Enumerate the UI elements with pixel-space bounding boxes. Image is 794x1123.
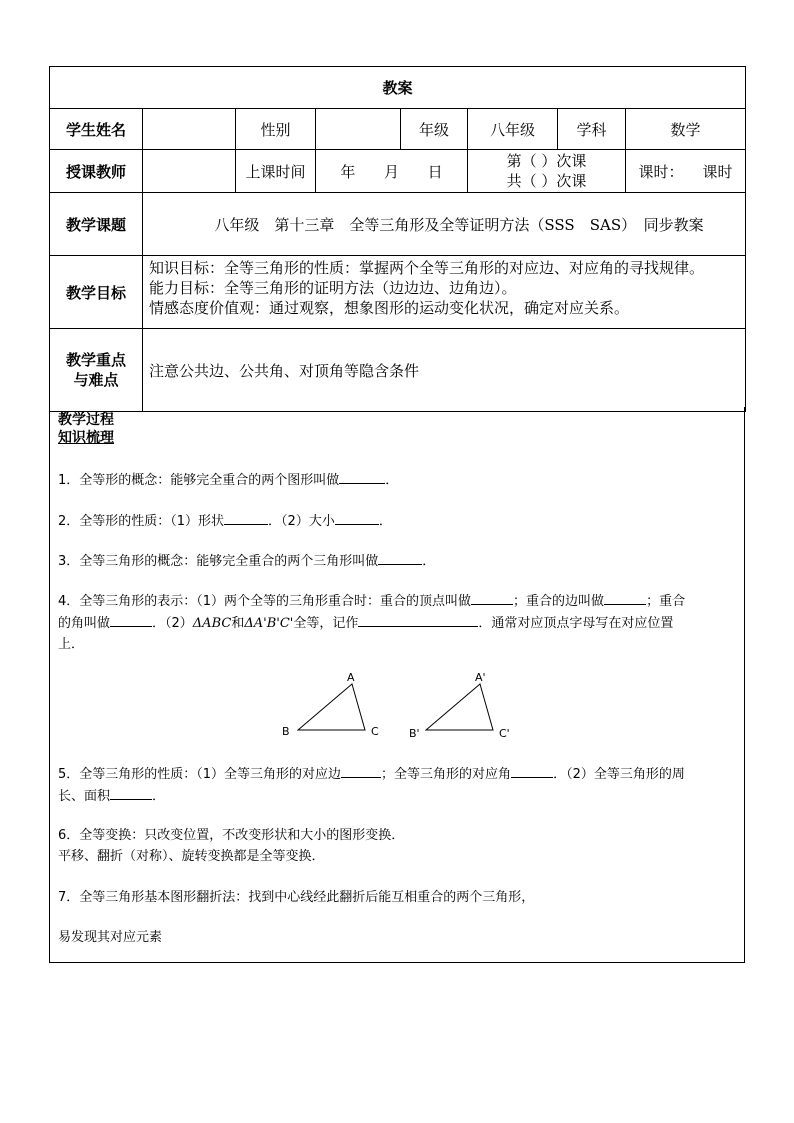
- item-2-end: ．: [378, 514, 392, 529]
- hours-unit: 课时: [702, 162, 733, 181]
- item-4-text-b: ；重合的边叫做: [513, 594, 605, 609]
- class-date: 年 月 日: [316, 150, 468, 193]
- process-title: 教学过程: [58, 412, 114, 428]
- item-4-text-g: ．通常对应顶点字母写在对应位置: [478, 616, 674, 631]
- gender-field[interactable]: [316, 109, 401, 150]
- item-7-continued: [58, 927, 738, 948]
- vertex-c-label: C: [371, 725, 379, 738]
- grade-value: 八年级: [468, 109, 558, 150]
- item-1-text: 1．全等形的概念：能够完全重合的两个图形叫做: [58, 473, 340, 488]
- goal-ability: 能力目标：全等三角形的证明方法（边边边、边角边）。: [149, 279, 517, 297]
- item-4: [58, 590, 738, 655]
- vertex-a-prime-label: A': [475, 671, 486, 684]
- session-current: 第（ ）次课: [506, 152, 587, 170]
- item-3: [58, 550, 738, 572]
- item-7-text-b: 易发现其对应元素: [58, 930, 163, 945]
- session-count: [468, 150, 626, 193]
- item-4-text-e: ．（2）: [152, 616, 193, 631]
- blank-field[interactable]: [471, 590, 513, 605]
- item-4-and: 和: [231, 616, 245, 631]
- item-2-text: 2．全等形的性质：（1）形状: [58, 514, 225, 529]
- item-2: [58, 510, 738, 532]
- goals-value: [143, 256, 746, 329]
- item-6-text: 6．全等变换：只改变位置，不改变形状和大小的图形变换．: [58, 828, 405, 843]
- item-5-text-b: ；全等三角形的对应角: [381, 767, 512, 782]
- item-5-text-c: ．（2）全等三角形的周: [553, 767, 685, 782]
- topic-label: 教学课题: [50, 193, 143, 256]
- teacher-label: 授课教师: [50, 150, 143, 193]
- item-7: [58, 887, 738, 908]
- keypoints-label-line1: 教学重点: [65, 351, 126, 369]
- goals-label: 教学目标: [50, 256, 143, 329]
- item-2-text-b: ．（2）大小: [268, 514, 335, 529]
- page-title: 教案: [50, 67, 746, 109]
- student-name-label: 学生姓名: [50, 109, 143, 150]
- vertex-c-prime-label: C': [499, 727, 510, 740]
- triangle-abc-prime: [426, 684, 493, 730]
- triangle-abc-prime-symbol: ΔA'B'C': [244, 616, 294, 631]
- keypoints-value: 注意公共边、公共角、对顶角等隐含条件: [143, 329, 746, 412]
- triangle-abc-symbol: ΔABC: [192, 616, 232, 631]
- keypoints-label: [50, 329, 143, 412]
- item-7-text: 7．全等三角形基本图形翻折法：找到中心线经此翻折后能互相重合的两个三角形，: [58, 890, 535, 905]
- item-5-text-d: 长、面积: [58, 789, 111, 804]
- vertex-b-prime-label: B': [409, 727, 420, 740]
- item-4-text-d: 的角叫做: [58, 616, 111, 631]
- item-6-text-b: 平移、翻折（对称）、旋转变换都是全等变换．: [58, 849, 325, 864]
- congruent-triangles-figure: [270, 668, 520, 748]
- item-4-text-c: ；重合: [646, 594, 686, 609]
- item-4-text-f: 全等，记作: [293, 616, 359, 631]
- process-heading: [58, 411, 114, 447]
- item-5-end: ．: [152, 789, 166, 804]
- triangle-abc: [298, 684, 365, 730]
- grade-label: 年级: [401, 109, 468, 150]
- item-1: [58, 469, 738, 491]
- blank-field[interactable]: [341, 763, 381, 778]
- blank-field[interactable]: [335, 510, 379, 525]
- lesson-plan-table: [49, 66, 746, 412]
- item-3-end: ．: [422, 554, 436, 569]
- item-4-text-h: 上．: [58, 637, 85, 652]
- item-5: [58, 763, 738, 807]
- blank-field[interactable]: [511, 763, 553, 778]
- item-5-text: 5．全等三角形的性质：（1）全等三角形的对应边: [58, 767, 342, 782]
- subject-label: 学科: [558, 109, 626, 150]
- blank-field[interactable]: [339, 469, 385, 484]
- hours-label: 课时：: [638, 162, 684, 181]
- class-hours: [626, 150, 746, 193]
- item-6: [58, 825, 738, 867]
- goal-knowledge: 知识目标：全等三角形的性质：掌握两个全等三角形的对应边、对应角的寻找规律。: [149, 259, 705, 277]
- blank-field[interactable]: [358, 612, 478, 627]
- keypoints-label-line2: 与难点: [73, 371, 119, 389]
- session-total: 共（ ）次课: [506, 172, 587, 190]
- item-4-text: 4．全等三角形的表示：（1）两个全等的三角形重合时：重合的顶点叫做: [58, 594, 472, 609]
- goal-attitude: 情感态度价值观：通过观察，想象图形的运动变化状况，确定对应关系。: [149, 299, 630, 317]
- blank-field[interactable]: [224, 510, 268, 525]
- process-subtitle: 知识梳理: [58, 430, 114, 446]
- blank-field[interactable]: [604, 590, 646, 605]
- gender-label: 性别: [236, 109, 316, 150]
- topic-value: 八年级 第十三章 全等三角形及全等证明方法（SSS SAS） 同步教案: [143, 193, 746, 256]
- blank-field[interactable]: [110, 785, 152, 800]
- lesson-plan-sheet: [49, 66, 745, 412]
- item-3-text: 3．全等三角形的概念：能够完全重合的两个三角形叫做: [58, 554, 379, 569]
- item-1-end: ．: [385, 473, 399, 488]
- vertex-a-label: A: [347, 671, 355, 684]
- student-name-field[interactable]: [143, 109, 236, 150]
- class-time-label: 上课时间: [236, 150, 316, 193]
- blank-field[interactable]: [110, 612, 152, 627]
- subject-value: 数学: [626, 109, 746, 150]
- blank-field[interactable]: [378, 550, 422, 565]
- teacher-field[interactable]: [143, 150, 236, 193]
- vertex-b-label: B: [282, 725, 290, 738]
